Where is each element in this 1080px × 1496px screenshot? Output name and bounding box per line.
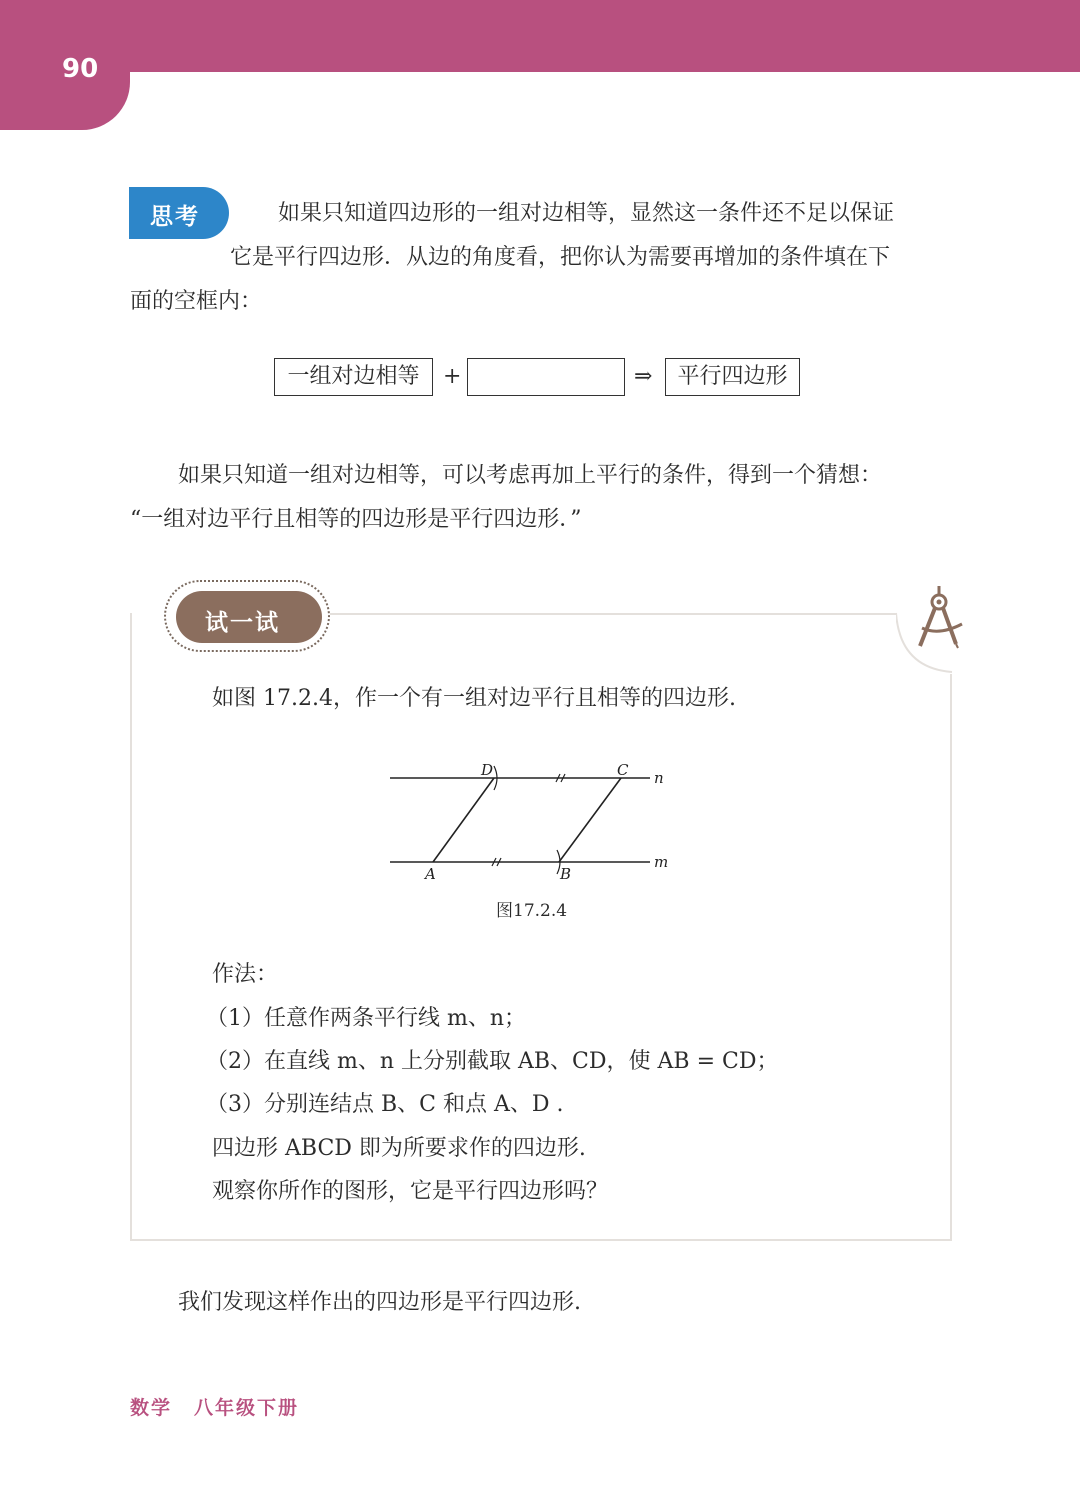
method-step-1: （1）任意作两条平行线 m、n；	[206, 1006, 527, 1031]
label-b: B	[560, 865, 572, 883]
condition-box-given: 一组对边相等	[274, 358, 433, 396]
side-ad	[433, 778, 494, 862]
conclusion-text: 我们发现这样作出的四边形是平行四边形.	[178, 1290, 581, 1315]
think-label: 思考	[150, 204, 200, 230]
figure-17-2-4	[388, 756, 678, 892]
method-result: 四边形 ABCD 即为所要求作的四边形.	[212, 1136, 586, 1161]
page-number: 90	[62, 54, 99, 84]
label-a: A	[425, 865, 436, 883]
method-step-3: （3）分别连结点 B、C 和点 A、D .	[206, 1092, 564, 1117]
side-bc	[559, 778, 621, 862]
plus-sign: +	[443, 364, 462, 389]
condition-box-result: 平行四边形	[665, 358, 800, 396]
method-step-2: （2）在直线 m、n 上分别截取 AB、CD，使 AB = CD；	[206, 1049, 779, 1074]
compass-icon	[912, 584, 966, 654]
try-it-label: 试一试	[205, 610, 280, 636]
think-line-2: 它是平行四边形．从边的角度看，把你认为需要再增加的条件填在下	[230, 245, 891, 270]
figure-caption: 图17.2.4	[496, 901, 568, 921]
conjecture-line-1: 如果只知道一组对边相等，可以考虑再加上平行的条件，得到一个猜想：	[178, 463, 883, 488]
observe-question: 观察你所作的图形，它是平行四边形吗？	[212, 1179, 609, 1204]
think-line-1: 如果只知道四边形的一组对边相等，显然这一条件还不足以保证	[278, 201, 895, 226]
method-title: 作法：	[212, 962, 279, 987]
conjecture-line-2: “一组对边平行且相等的四边形是平行四边形．”	[130, 507, 582, 532]
condition-box-blank[interactable]	[467, 358, 625, 396]
implies-arrow: ⇒	[634, 364, 653, 389]
try-it-frame-top	[330, 613, 896, 615]
header-band	[0, 0, 1080, 72]
footer-grade: 八年级下册	[194, 1397, 300, 1419]
label-d: D	[481, 761, 494, 779]
try-it-intro: 如图 17.2.4，作一个有一组对边平行且相等的四边形.	[212, 686, 736, 711]
think-line-3: 面的空框内：	[130, 289, 263, 314]
label-n: n	[654, 769, 664, 787]
footer-subject: 数学	[130, 1397, 173, 1419]
label-m: m	[654, 853, 669, 871]
parallelogram-diagram	[388, 756, 678, 888]
label-c: C	[617, 761, 629, 779]
